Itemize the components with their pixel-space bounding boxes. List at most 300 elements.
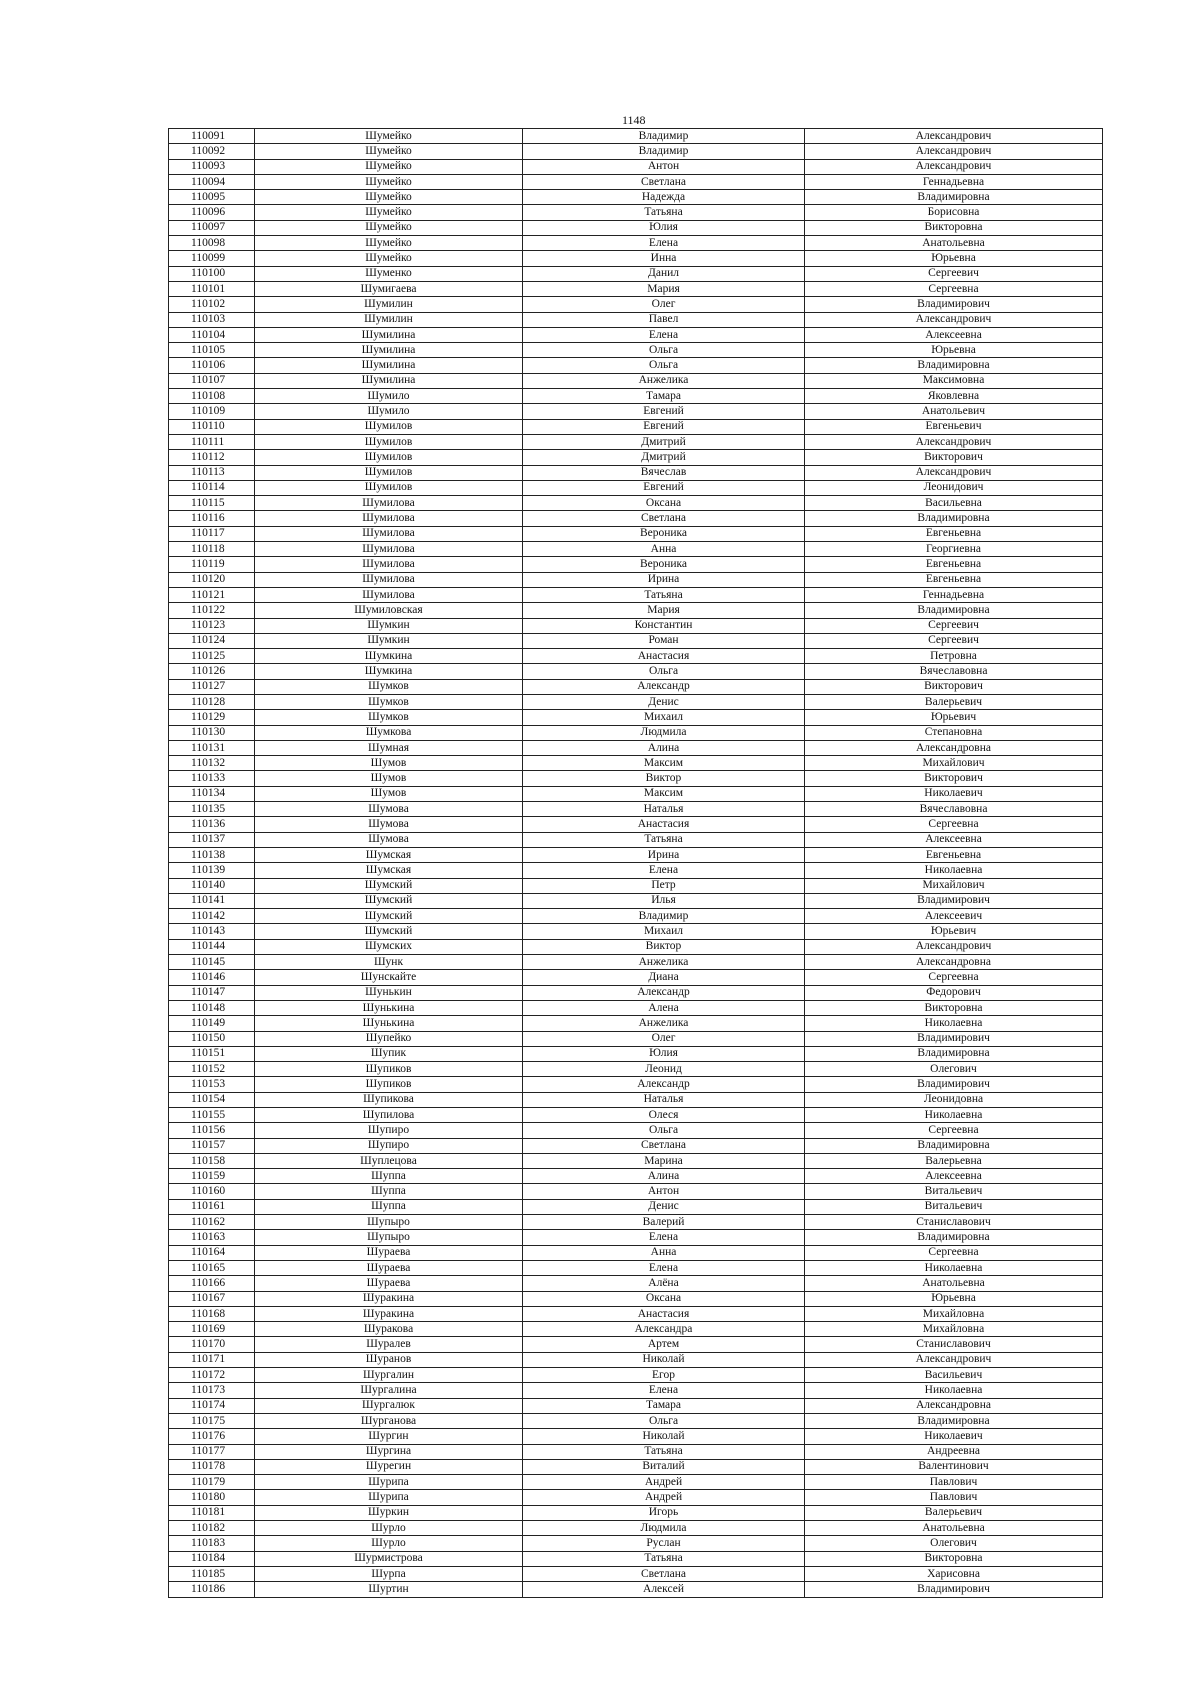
record-number-cell: 110162: [169, 1215, 255, 1230]
table-row: [169, 496, 1103, 511]
surname-cell: Шургин: [255, 1429, 523, 1444]
patronymic-cell: Анатольевна: [805, 1521, 1103, 1536]
surname-cell: Шумилина: [255, 373, 523, 388]
surname-cell: Шурмистрова: [255, 1551, 523, 1566]
record-number-cell: 110129: [169, 710, 255, 725]
surname-cell: Шумилов: [255, 480, 523, 495]
surname-cell: Шуракова: [255, 1322, 523, 1337]
first-name-cell: Алина: [523, 740, 805, 755]
first-name-cell: Владимир: [523, 144, 805, 159]
record-number-cell: 110135: [169, 802, 255, 817]
record-number-cell: 110182: [169, 1521, 255, 1536]
patronymic-cell: Владимировна: [805, 358, 1103, 373]
surname-cell: Шупиро: [255, 1138, 523, 1153]
record-number-cell: 110148: [169, 1000, 255, 1015]
patronymic-cell: Анатольевна: [805, 1276, 1103, 1291]
first-name-cell: Ольга: [523, 1413, 805, 1428]
surname-cell: Шупейко: [255, 1031, 523, 1046]
surname-cell: Шумиловская: [255, 603, 523, 618]
patronymic-cell: Викторовна: [805, 220, 1103, 235]
record-number-cell: 110174: [169, 1398, 255, 1413]
first-name-cell: Константин: [523, 618, 805, 633]
surname-cell: Шумейко: [255, 205, 523, 220]
table-row: [169, 679, 1103, 694]
patronymic-cell: Васильевич: [805, 1368, 1103, 1383]
table-row: [169, 1123, 1103, 1138]
record-number-cell: 110128: [169, 694, 255, 709]
surname-cell: Шумилова: [255, 511, 523, 526]
patronymic-cell: Борисовна: [805, 205, 1103, 220]
patronymic-cell: Васильевна: [805, 496, 1103, 511]
record-number-cell: 110177: [169, 1444, 255, 1459]
table-row: [169, 1306, 1103, 1321]
first-name-cell: Диана: [523, 970, 805, 985]
surname-cell: Шургалин: [255, 1368, 523, 1383]
record-number-cell: 110121: [169, 587, 255, 602]
table-row: [169, 1138, 1103, 1153]
first-name-cell: Анастасия: [523, 1306, 805, 1321]
patronymic-cell: Харисовна: [805, 1566, 1103, 1581]
record-number-cell: 110136: [169, 817, 255, 832]
first-name-cell: Роман: [523, 633, 805, 648]
first-name-cell: Руслан: [523, 1536, 805, 1551]
first-name-cell: Елена: [523, 327, 805, 342]
patronymic-cell: Алексеевна: [805, 1169, 1103, 1184]
table-row: [169, 480, 1103, 495]
surname-cell: Шураева: [255, 1276, 523, 1291]
first-name-cell: Вячеслав: [523, 465, 805, 480]
table-row: [169, 1429, 1103, 1444]
surname-cell: Шумилов: [255, 450, 523, 465]
surname-cell: Шуркин: [255, 1505, 523, 1520]
record-number-cell: 110160: [169, 1184, 255, 1199]
patronymic-cell: Владимирович: [805, 1582, 1103, 1597]
table-row: [169, 327, 1103, 342]
patronymic-cell: Евгеньевна: [805, 572, 1103, 587]
first-name-cell: Александр: [523, 1077, 805, 1092]
patronymic-cell: Евгеньевна: [805, 526, 1103, 541]
first-name-cell: Татьяна: [523, 205, 805, 220]
surname-cell: Шумилина: [255, 358, 523, 373]
table-row: [169, 129, 1103, 144]
surname-cell: Шупыро: [255, 1215, 523, 1230]
first-name-cell: Людмила: [523, 1521, 805, 1536]
patronymic-cell: Александровна: [805, 740, 1103, 755]
table-row: [169, 1245, 1103, 1260]
patronymic-cell: Сергеевна: [805, 1123, 1103, 1138]
surname-cell: Шумова: [255, 802, 523, 817]
record-number-cell: 110157: [169, 1138, 255, 1153]
table-row: [169, 1383, 1103, 1398]
patronymic-cell: Евгеньевна: [805, 557, 1103, 572]
surname-cell: Шумский: [255, 893, 523, 908]
record-number-cell: 110168: [169, 1306, 255, 1321]
table-row: [169, 847, 1103, 862]
surname-cell: Шурипа: [255, 1475, 523, 1490]
patronymic-cell: Олегович: [805, 1536, 1103, 1551]
record-number-cell: 110181: [169, 1505, 255, 1520]
record-number-cell: 110154: [169, 1092, 255, 1107]
record-number-cell: 110151: [169, 1046, 255, 1061]
first-name-cell: Оксана: [523, 496, 805, 511]
table-row: [169, 1475, 1103, 1490]
record-number-cell: 110115: [169, 496, 255, 511]
surname-cell: Шумова: [255, 817, 523, 832]
table-row: [169, 649, 1103, 664]
patronymic-cell: Юрьевич: [805, 924, 1103, 939]
patronymic-cell: Вячеславовна: [805, 802, 1103, 817]
first-name-cell: Надежда: [523, 190, 805, 205]
record-number-cell: 110133: [169, 771, 255, 786]
table-row: [169, 1459, 1103, 1474]
first-name-cell: Ольга: [523, 664, 805, 679]
table-row: [169, 1398, 1103, 1413]
surname-cell: Шумилова: [255, 572, 523, 587]
patronymic-cell: Алексеевна: [805, 327, 1103, 342]
table-row: [169, 174, 1103, 189]
patronymic-cell: Геннадьевна: [805, 174, 1103, 189]
patronymic-cell: Станиславович: [805, 1215, 1103, 1230]
first-name-cell: Алексей: [523, 1582, 805, 1597]
patronymic-cell: Алексеевна: [805, 832, 1103, 847]
first-name-cell: Олег: [523, 1031, 805, 1046]
patronymic-cell: Николаевна: [805, 1383, 1103, 1398]
record-number-cell: 110100: [169, 266, 255, 281]
record-number-cell: 110104: [169, 327, 255, 342]
patronymic-cell: Евгеньевич: [805, 419, 1103, 434]
record-number-cell: 110123: [169, 618, 255, 633]
first-name-cell: Александра: [523, 1322, 805, 1337]
first-name-cell: Светлана: [523, 511, 805, 526]
surname-cell: Шуменко: [255, 266, 523, 281]
table-row: [169, 1016, 1103, 1031]
table-row: [169, 373, 1103, 388]
surname-cell: Шунькина: [255, 1016, 523, 1031]
first-name-cell: Татьяна: [523, 1444, 805, 1459]
record-number-cell: 110184: [169, 1551, 255, 1566]
first-name-cell: Антон: [523, 159, 805, 174]
record-number-cell: 110186: [169, 1582, 255, 1597]
first-name-cell: Людмила: [523, 725, 805, 740]
table-row: [169, 465, 1103, 480]
table-row: [169, 1184, 1103, 1199]
surname-cell: Шурло: [255, 1521, 523, 1536]
record-number-cell: 110165: [169, 1260, 255, 1275]
table-row: [169, 266, 1103, 281]
surname-cell: Шумилов: [255, 465, 523, 480]
surname-cell: Шумная: [255, 740, 523, 755]
record-number-cell: 110112: [169, 450, 255, 465]
surname-cell: Шуранов: [255, 1352, 523, 1367]
surname-cell: Шуппа: [255, 1184, 523, 1199]
record-number-cell: 110137: [169, 832, 255, 847]
patronymic-cell: Николаевна: [805, 1108, 1103, 1123]
record-number-cell: 110139: [169, 863, 255, 878]
patronymic-cell: Владимировна: [805, 603, 1103, 618]
surname-cell: Шурпа: [255, 1566, 523, 1581]
surname-cell: Шумкова: [255, 725, 523, 740]
record-number-cell: 110166: [169, 1276, 255, 1291]
table-row: [169, 450, 1103, 465]
patronymic-cell: Александрович: [805, 312, 1103, 327]
first-name-cell: Максим: [523, 786, 805, 801]
first-name-cell: Елена: [523, 236, 805, 251]
table-row: [169, 970, 1103, 985]
surname-cell: Шумейко: [255, 220, 523, 235]
first-name-cell: Максим: [523, 756, 805, 771]
record-number-cell: 110091: [169, 129, 255, 144]
table-row: [169, 664, 1103, 679]
first-name-cell: Ольга: [523, 343, 805, 358]
table-row: [169, 587, 1103, 602]
surname-cell: Шунк: [255, 955, 523, 970]
patronymic-cell: Юрьевна: [805, 251, 1103, 266]
first-name-cell: Тамара: [523, 1398, 805, 1413]
patronymic-cell: Станиславович: [805, 1337, 1103, 1352]
surname-cell: Шумков: [255, 694, 523, 709]
record-number-cell: 110127: [169, 679, 255, 694]
patronymic-cell: Геннадьевна: [805, 587, 1103, 602]
record-number-cell: 110140: [169, 878, 255, 893]
record-number-cell: 110108: [169, 389, 255, 404]
first-name-cell: Ольга: [523, 1123, 805, 1138]
first-name-cell: Николай: [523, 1352, 805, 1367]
patronymic-cell: Михайловна: [805, 1306, 1103, 1321]
first-name-cell: Игорь: [523, 1505, 805, 1520]
table-row: [169, 526, 1103, 541]
table-row: [169, 893, 1103, 908]
surname-cell: Шупикова: [255, 1092, 523, 1107]
record-number-cell: 110144: [169, 939, 255, 954]
record-number-cell: 110185: [169, 1566, 255, 1581]
surname-cell: Шурло: [255, 1536, 523, 1551]
record-number-cell: 110180: [169, 1490, 255, 1505]
table-row: [169, 710, 1103, 725]
patronymic-cell: Валерьевна: [805, 1153, 1103, 1168]
table-row: [169, 358, 1103, 373]
surname-cell: Шуплецова: [255, 1153, 523, 1168]
patronymic-cell: Сергеевна: [805, 1245, 1103, 1260]
table-row: [169, 1444, 1103, 1459]
table-row: [169, 236, 1103, 251]
surname-cell: Шумейко: [255, 190, 523, 205]
first-name-cell: Светлана: [523, 1138, 805, 1153]
surname-cell: Шумилов: [255, 419, 523, 434]
record-number-cell: 110111: [169, 434, 255, 449]
record-number-cell: 110158: [169, 1153, 255, 1168]
first-name-cell: Валерий: [523, 1215, 805, 1230]
table-row: [169, 1199, 1103, 1214]
record-number-cell: 110169: [169, 1322, 255, 1337]
patronymic-cell: Владимировна: [805, 1138, 1103, 1153]
registry-body: [169, 129, 1103, 1598]
first-name-cell: Ирина: [523, 847, 805, 862]
first-name-cell: Виталий: [523, 1459, 805, 1474]
surname-cell: Шуракина: [255, 1306, 523, 1321]
patronymic-cell: Александрович: [805, 434, 1103, 449]
record-number-cell: 110101: [169, 281, 255, 296]
first-name-cell: Олег: [523, 297, 805, 312]
patronymic-cell: Викторович: [805, 679, 1103, 694]
first-name-cell: Николай: [523, 1429, 805, 1444]
patronymic-cell: Валентинович: [805, 1459, 1103, 1474]
record-number-cell: 110107: [169, 373, 255, 388]
registry-table: [168, 128, 1103, 1598]
patronymic-cell: Викторович: [805, 450, 1103, 465]
record-number-cell: 110164: [169, 1245, 255, 1260]
first-name-cell: Вероника: [523, 526, 805, 541]
first-name-cell: Инна: [523, 251, 805, 266]
patronymic-cell: Владимировна: [805, 1046, 1103, 1061]
first-name-cell: Анна: [523, 1245, 805, 1260]
surname-cell: Шумилова: [255, 496, 523, 511]
record-number-cell: 110134: [169, 786, 255, 801]
patronymic-cell: Юрьевна: [805, 1291, 1103, 1306]
table-row: [169, 434, 1103, 449]
surname-cell: Шурегин: [255, 1459, 523, 1474]
table-row: [169, 205, 1103, 220]
record-number-cell: 110096: [169, 205, 255, 220]
table-row: [169, 159, 1103, 174]
patronymic-cell: Александровна: [805, 955, 1103, 970]
table-row: [169, 1490, 1103, 1505]
surname-cell: Шурипа: [255, 1490, 523, 1505]
patronymic-cell: Александрович: [805, 465, 1103, 480]
patronymic-cell: Андреевна: [805, 1444, 1103, 1459]
first-name-cell: Мария: [523, 281, 805, 296]
table-row: [169, 832, 1103, 847]
patronymic-cell: Витальевич: [805, 1199, 1103, 1214]
surname-cell: Шурганова: [255, 1413, 523, 1428]
table-row: [169, 1260, 1103, 1275]
record-number-cell: 110152: [169, 1062, 255, 1077]
surname-cell: Шургалина: [255, 1383, 523, 1398]
surname-cell: Шумило: [255, 404, 523, 419]
table-row: [169, 1413, 1103, 1428]
first-name-cell: Андрей: [523, 1475, 805, 1490]
patronymic-cell: Николаевна: [805, 1260, 1103, 1275]
table-row: [169, 1215, 1103, 1230]
table-row: [169, 694, 1103, 709]
patronymic-cell: Сергеевна: [805, 817, 1103, 832]
surname-cell: Шумейко: [255, 129, 523, 144]
table-row: [169, 1536, 1103, 1551]
first-name-cell: Елена: [523, 1260, 805, 1275]
surname-cell: Шумило: [255, 389, 523, 404]
patronymic-cell: Павлович: [805, 1475, 1103, 1490]
record-number-cell: 110153: [169, 1077, 255, 1092]
table-row: [169, 511, 1103, 526]
record-number-cell: 110103: [169, 312, 255, 327]
surname-cell: Шумов: [255, 771, 523, 786]
surname-cell: Шумилов: [255, 434, 523, 449]
table-row: [169, 1291, 1103, 1306]
record-number-cell: 110099: [169, 251, 255, 266]
surname-cell: Шуртин: [255, 1582, 523, 1597]
first-name-cell: Евгений: [523, 404, 805, 419]
record-number-cell: 110175: [169, 1413, 255, 1428]
patronymic-cell: Сергеевич: [805, 266, 1103, 281]
table-row: [169, 220, 1103, 235]
record-number-cell: 110161: [169, 1199, 255, 1214]
patronymic-cell: Александровна: [805, 1398, 1103, 1413]
table-row: [169, 343, 1103, 358]
patronymic-cell: Петровна: [805, 649, 1103, 664]
record-number-cell: 110146: [169, 970, 255, 985]
record-number-cell: 110155: [169, 1108, 255, 1123]
table-row: [169, 603, 1103, 618]
surname-cell: Шумилина: [255, 327, 523, 342]
patronymic-cell: Сергеевна: [805, 970, 1103, 985]
table-row: [169, 557, 1103, 572]
first-name-cell: Анна: [523, 542, 805, 557]
table-row: [169, 1551, 1103, 1566]
first-name-cell: Михаил: [523, 710, 805, 725]
patronymic-cell: Михайловна: [805, 1322, 1103, 1337]
surname-cell: Шумилова: [255, 557, 523, 572]
surname-cell: Шумкин: [255, 633, 523, 648]
table-row: [169, 633, 1103, 648]
record-number-cell: 110125: [169, 649, 255, 664]
surname-cell: Шумилова: [255, 587, 523, 602]
record-number-cell: 110093: [169, 159, 255, 174]
first-name-cell: Вероника: [523, 557, 805, 572]
record-number-cell: 110131: [169, 740, 255, 755]
record-number-cell: 110178: [169, 1459, 255, 1474]
patronymic-cell: Николаевна: [805, 1016, 1103, 1031]
patronymic-cell: Николаевич: [805, 786, 1103, 801]
surname-cell: Шумилова: [255, 526, 523, 541]
first-name-cell: Ольга: [523, 358, 805, 373]
patronymic-cell: Евгеньевна: [805, 847, 1103, 862]
patronymic-cell: Николаевич: [805, 1429, 1103, 1444]
first-name-cell: Татьяна: [523, 832, 805, 847]
surname-cell: Шумская: [255, 847, 523, 862]
surname-cell: Шумейко: [255, 159, 523, 174]
record-number-cell: 110094: [169, 174, 255, 189]
patronymic-cell: Александрович: [805, 159, 1103, 174]
record-number-cell: 110097: [169, 220, 255, 235]
surname-cell: Шуппа: [255, 1199, 523, 1214]
first-name-cell: Михаил: [523, 924, 805, 939]
surname-cell: Шунькин: [255, 985, 523, 1000]
patronymic-cell: Александрович: [805, 939, 1103, 954]
patronymic-cell: Александрович: [805, 1352, 1103, 1367]
record-number-cell: 110109: [169, 404, 255, 419]
patronymic-cell: Леонидовна: [805, 1092, 1103, 1107]
record-number-cell: 110141: [169, 893, 255, 908]
patronymic-cell: Александрович: [805, 144, 1103, 159]
record-number-cell: 110119: [169, 557, 255, 572]
patronymic-cell: Валерьевич: [805, 1505, 1103, 1520]
surname-cell: Шуракина: [255, 1291, 523, 1306]
surname-cell: Шумов: [255, 786, 523, 801]
patronymic-cell: Витальевич: [805, 1184, 1103, 1199]
surname-cell: Шумков: [255, 710, 523, 725]
table-row: [169, 817, 1103, 832]
surname-cell: Шумейко: [255, 251, 523, 266]
patronymic-cell: Олегович: [805, 1062, 1103, 1077]
first-name-cell: Илья: [523, 893, 805, 908]
first-name-cell: Анжелика: [523, 1016, 805, 1031]
table-row: [169, 939, 1103, 954]
first-name-cell: Анастасия: [523, 817, 805, 832]
record-number-cell: 110117: [169, 526, 255, 541]
patronymic-cell: Максимовна: [805, 373, 1103, 388]
patronymic-cell: Сергеевич: [805, 618, 1103, 633]
surname-cell: Шумский: [255, 924, 523, 939]
surname-cell: Шумейко: [255, 236, 523, 251]
